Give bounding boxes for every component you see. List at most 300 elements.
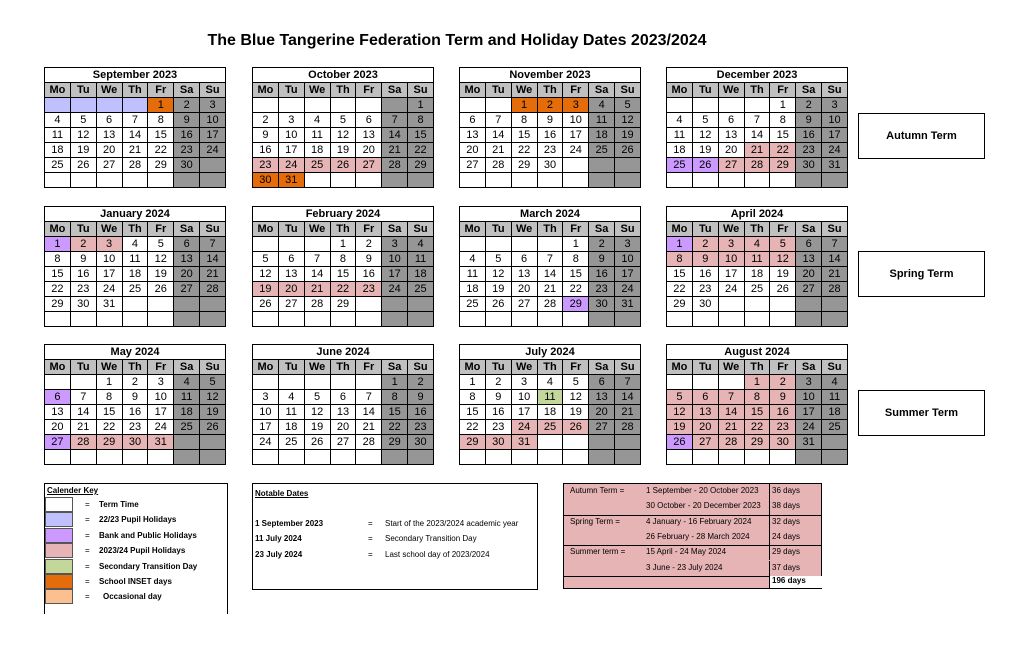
weekday-header: Sa: [589, 83, 615, 98]
day-cell: 27: [718, 158, 744, 173]
day-cell: [822, 435, 848, 450]
day-cell: 29: [667, 297, 693, 312]
day-cell: 5: [148, 237, 174, 252]
day-cell: 21: [200, 267, 226, 282]
day-cell: [537, 450, 563, 465]
weekday-header: Su: [200, 83, 226, 98]
day-cell: 24: [382, 282, 408, 297]
day-cell: 6: [589, 375, 615, 390]
day-cell: 13: [278, 267, 304, 282]
weekday-header: We: [304, 360, 330, 375]
day-cell: 18: [589, 128, 615, 143]
day-cell: 23: [770, 420, 796, 435]
day-cell: 2: [253, 113, 279, 128]
day-cell: 18: [822, 405, 848, 420]
day-cell: 20: [460, 143, 486, 158]
weekday-header: Su: [822, 222, 848, 237]
day-cell: 10: [253, 405, 279, 420]
day-cell: 6: [330, 390, 356, 405]
day-cell: [744, 312, 770, 327]
weekday-header: Th: [330, 83, 356, 98]
day-cell: 3: [563, 98, 589, 113]
day-cell: 5: [770, 237, 796, 252]
day-cell: 27: [692, 435, 718, 450]
key-item: [45, 497, 227, 512]
day-cell: [70, 173, 96, 188]
day-cell: 25: [45, 158, 71, 173]
day-cell: 13: [96, 128, 122, 143]
day-cell: 28: [304, 297, 330, 312]
day-cell: 9: [692, 252, 718, 267]
day-cell: 26: [330, 158, 356, 173]
day-cell: 15: [744, 405, 770, 420]
day-cell: [45, 312, 71, 327]
weekday-header: Tu: [692, 222, 718, 237]
day-cell: 4: [408, 237, 434, 252]
summary-name: Autumn Term =: [570, 486, 625, 495]
day-cell: 4: [278, 390, 304, 405]
day-cell: 16: [408, 405, 434, 420]
day-cell: 20: [330, 420, 356, 435]
day-cell: 8: [382, 390, 408, 405]
day-cell: [537, 312, 563, 327]
day-cell: [96, 312, 122, 327]
day-cell: 26: [770, 282, 796, 297]
day-cell: 4: [45, 113, 71, 128]
day-cell: 1: [408, 98, 434, 113]
day-cell: 14: [382, 128, 408, 143]
day-cell: [45, 375, 71, 390]
day-cell: 10: [96, 252, 122, 267]
day-cell: 18: [744, 267, 770, 282]
day-cell: 5: [330, 113, 356, 128]
day-cell: [96, 98, 122, 113]
day-cell: 4: [304, 113, 330, 128]
day-cell: 27: [589, 420, 615, 435]
day-cell: [278, 375, 304, 390]
day-cell: 21: [356, 420, 382, 435]
day-cell: 14: [304, 267, 330, 282]
day-cell: [537, 435, 563, 450]
day-cell: 31: [822, 158, 848, 173]
day-cell: 8: [96, 390, 122, 405]
month-name: December 2023: [667, 68, 848, 83]
month-calendar: [459, 344, 641, 465]
day-cell: 10: [148, 390, 174, 405]
month-calendar: [44, 67, 226, 188]
day-cell: 13: [589, 390, 615, 405]
day-cell: 22: [770, 143, 796, 158]
day-cell: [304, 173, 330, 188]
day-cell: 3: [148, 375, 174, 390]
day-cell: 7: [382, 113, 408, 128]
notable-desc: Last school day of 2023/2024: [385, 550, 490, 559]
day-cell: 17: [718, 267, 744, 282]
day-cell: 22: [563, 282, 589, 297]
day-cell: 24: [148, 420, 174, 435]
day-cell: 30: [122, 435, 148, 450]
day-cell: 3: [796, 375, 822, 390]
day-cell: 23: [537, 143, 563, 158]
day-cell: [460, 98, 486, 113]
weekday-header: Sa: [796, 360, 822, 375]
day-cell: 5: [253, 252, 279, 267]
notable-item: [255, 519, 537, 531]
day-cell: 28: [70, 435, 96, 450]
day-cell: 29: [460, 435, 486, 450]
day-cell: 6: [796, 237, 822, 252]
weekday-header: We: [304, 83, 330, 98]
day-cell: [356, 450, 382, 465]
day-cell: 2: [537, 98, 563, 113]
day-cell: 25: [408, 282, 434, 297]
day-cell: 11: [304, 128, 330, 143]
summary-days: 38 days: [769, 499, 822, 514]
page-title: The Blue Tangerine Federation Term and Holiday Dates 2023/2024: [207, 32, 707, 49]
calendar-key: [44, 483, 228, 614]
notable-eq: =: [368, 534, 373, 543]
day-cell: 13: [174, 252, 200, 267]
day-cell: 30: [537, 158, 563, 173]
day-cell: 28: [718, 435, 744, 450]
day-cell: 8: [45, 252, 71, 267]
day-cell: 13: [796, 252, 822, 267]
summary-range: 15 April - 24 May 2024: [646, 547, 727, 557]
day-cell: 21: [304, 282, 330, 297]
summary-days: 37 days: [769, 561, 822, 576]
day-cell: 27: [96, 158, 122, 173]
day-cell: 2: [589, 237, 615, 252]
weekday-header: We: [511, 222, 537, 237]
day-cell: 24: [563, 143, 589, 158]
day-cell: [718, 312, 744, 327]
day-cell: 25: [174, 420, 200, 435]
day-cell: 13: [460, 128, 486, 143]
day-cell: 14: [122, 128, 148, 143]
day-cell: 5: [70, 113, 96, 128]
day-cell: 8: [148, 113, 174, 128]
day-cell: 24: [511, 420, 537, 435]
day-cell: 10: [615, 252, 641, 267]
day-cell: [770, 173, 796, 188]
day-cell: [45, 450, 71, 465]
day-cell: 11: [278, 405, 304, 420]
day-cell: 24: [278, 158, 304, 173]
month-name: March 2024: [460, 207, 641, 222]
day-cell: 9: [174, 113, 200, 128]
day-cell: 26: [253, 297, 279, 312]
day-cell: 6: [278, 252, 304, 267]
weekday-header: We: [511, 360, 537, 375]
day-cell: [485, 450, 511, 465]
day-cell: 4: [822, 375, 848, 390]
day-cell: 14: [70, 405, 96, 420]
day-cell: 12: [615, 113, 641, 128]
day-cell: [796, 450, 822, 465]
day-cell: 7: [718, 390, 744, 405]
day-cell: [253, 450, 279, 465]
day-cell: [770, 450, 796, 465]
day-cell: [667, 375, 693, 390]
day-cell: 15: [148, 128, 174, 143]
day-cell: 7: [615, 375, 641, 390]
day-cell: 11: [408, 252, 434, 267]
key-label: Secondary Transition Day: [99, 561, 198, 571]
weekday-header: Th: [744, 360, 770, 375]
weekday-header: Su: [615, 360, 641, 375]
day-cell: [122, 173, 148, 188]
day-cell: 24: [96, 282, 122, 297]
day-cell: 15: [96, 405, 122, 420]
day-cell: [822, 450, 848, 465]
day-cell: 17: [96, 267, 122, 282]
day-cell: 1: [382, 375, 408, 390]
day-cell: 30: [253, 173, 279, 188]
day-cell: 8: [563, 252, 589, 267]
key-item: [45, 559, 227, 574]
day-cell: 2: [122, 375, 148, 390]
weekday-header: We: [96, 83, 122, 98]
weekday-header: Tu: [692, 83, 718, 98]
weekday-header: Fr: [563, 360, 589, 375]
day-cell: 17: [511, 405, 537, 420]
day-cell: 15: [770, 128, 796, 143]
day-cell: [304, 312, 330, 327]
day-cell: 29: [563, 297, 589, 312]
day-cell: [615, 435, 641, 450]
day-cell: 3: [511, 375, 537, 390]
day-cell: 23: [485, 420, 511, 435]
day-cell: [589, 312, 615, 327]
day-cell: 27: [278, 297, 304, 312]
day-cell: 8: [667, 252, 693, 267]
weekday-header: Fr: [770, 360, 796, 375]
day-cell: 7: [122, 113, 148, 128]
day-cell: 20: [796, 267, 822, 282]
month-name: May 2024: [45, 345, 226, 360]
day-cell: 25: [667, 158, 693, 173]
weekday-header: Su: [615, 222, 641, 237]
term-summary: [563, 483, 822, 589]
summary-range: 4 January - 16 February 2024: [646, 516, 752, 526]
day-cell: 5: [667, 390, 693, 405]
day-cell: 13: [692, 405, 718, 420]
weekday-header: Su: [408, 222, 434, 237]
day-cell: 16: [537, 128, 563, 143]
day-cell: 20: [45, 420, 71, 435]
weekday-header: Sa: [382, 83, 408, 98]
month-calendar: [459, 67, 641, 188]
notable-date: 11 July 2024: [255, 534, 302, 543]
weekday-header: Su: [615, 83, 641, 98]
day-cell: 8: [770, 113, 796, 128]
day-cell: 29: [511, 158, 537, 173]
day-cell: [382, 312, 408, 327]
day-cell: 14: [822, 252, 848, 267]
day-cell: 23: [174, 143, 200, 158]
day-cell: [796, 173, 822, 188]
day-cell: 12: [148, 252, 174, 267]
key-swatch: [45, 559, 73, 574]
weekday-header: Fr: [356, 222, 382, 237]
day-cell: 9: [589, 252, 615, 267]
day-cell: 1: [511, 98, 537, 113]
notable-desc: Secondary Transition Day: [385, 534, 477, 543]
day-cell: [589, 435, 615, 450]
day-cell: [330, 450, 356, 465]
day-cell: [70, 98, 96, 113]
day-cell: 1: [148, 98, 174, 113]
day-cell: 9: [537, 113, 563, 128]
day-cell: 10: [718, 252, 744, 267]
day-cell: 17: [278, 143, 304, 158]
day-cell: 14: [485, 128, 511, 143]
weekday-header: We: [718, 83, 744, 98]
day-cell: 19: [692, 143, 718, 158]
day-cell: 8: [330, 252, 356, 267]
day-cell: 17: [253, 420, 279, 435]
weekday-header: We: [718, 222, 744, 237]
day-cell: 16: [253, 143, 279, 158]
day-cell: 20: [589, 405, 615, 420]
day-cell: [304, 375, 330, 390]
day-cell: 25: [822, 420, 848, 435]
day-cell: [589, 158, 615, 173]
key-swatch: [45, 512, 73, 527]
day-cell: 29: [45, 297, 71, 312]
weekday-header: Th: [330, 222, 356, 237]
day-cell: 5: [563, 375, 589, 390]
day-cell: 25: [278, 435, 304, 450]
day-cell: [253, 375, 279, 390]
day-cell: 11: [122, 252, 148, 267]
month-calendar: [252, 67, 434, 188]
weekday-header: Sa: [174, 222, 200, 237]
day-cell: [174, 450, 200, 465]
notable-date: 23 July 2024: [255, 550, 303, 559]
day-cell: 27: [356, 158, 382, 173]
day-cell: 9: [796, 113, 822, 128]
day-cell: 22: [460, 420, 486, 435]
weekday-header: Mo: [253, 83, 279, 98]
day-cell: 23: [122, 420, 148, 435]
day-cell: [148, 173, 174, 188]
day-cell: 6: [174, 237, 200, 252]
weekday-header: Th: [330, 360, 356, 375]
day-cell: 16: [70, 267, 96, 282]
day-cell: [718, 98, 744, 113]
day-cell: [460, 237, 486, 252]
day-cell: [511, 312, 537, 327]
day-cell: [822, 173, 848, 188]
day-cell: 17: [796, 405, 822, 420]
day-cell: 6: [511, 252, 537, 267]
day-cell: [330, 375, 356, 390]
key-equals: =: [85, 577, 90, 586]
notable-item: [255, 550, 537, 562]
weekday-header: Su: [200, 360, 226, 375]
day-cell: 3: [278, 113, 304, 128]
day-cell: 24: [615, 282, 641, 297]
day-cell: 28: [537, 297, 563, 312]
weekday-header: Th: [744, 222, 770, 237]
day-cell: 31: [796, 435, 822, 450]
day-cell: 8: [744, 390, 770, 405]
day-cell: 23: [589, 282, 615, 297]
day-cell: 28: [122, 158, 148, 173]
day-cell: 15: [667, 267, 693, 282]
day-cell: 19: [667, 420, 693, 435]
month-name: September 2023: [45, 68, 226, 83]
day-cell: 22: [45, 282, 71, 297]
key-label: Occasional day: [103, 592, 162, 602]
day-cell: [96, 450, 122, 465]
day-cell: [822, 297, 848, 312]
key-item: [45, 528, 227, 543]
day-cell: 21: [70, 420, 96, 435]
day-cell: 24: [253, 435, 279, 450]
weekday-header: Mo: [460, 360, 486, 375]
day-cell: 9: [408, 390, 434, 405]
weekday-header: Su: [408, 83, 434, 98]
weekday-header: Th: [122, 83, 148, 98]
weekday-header: Tu: [70, 83, 96, 98]
day-cell: 4: [744, 237, 770, 252]
day-cell: [408, 312, 434, 327]
day-cell: [304, 237, 330, 252]
day-cell: 11: [174, 390, 200, 405]
weekday-header: Tu: [70, 360, 96, 375]
day-cell: 21: [718, 420, 744, 435]
day-cell: 23: [356, 282, 382, 297]
day-cell: [304, 98, 330, 113]
day-cell: [563, 435, 589, 450]
day-cell: 4: [460, 252, 486, 267]
day-cell: 21: [382, 143, 408, 158]
notable-eq: =: [368, 550, 373, 559]
weekday-header: Sa: [382, 222, 408, 237]
day-cell: [485, 173, 511, 188]
month-calendar: [666, 344, 848, 465]
weekday-header: We: [304, 222, 330, 237]
weekday-header: Su: [200, 222, 226, 237]
month-calendar: [666, 206, 848, 327]
day-cell: [485, 237, 511, 252]
day-cell: [174, 297, 200, 312]
day-cell: 25: [460, 297, 486, 312]
day-cell: [70, 312, 96, 327]
day-cell: 19: [563, 405, 589, 420]
day-cell: 6: [718, 113, 744, 128]
day-cell: [45, 173, 71, 188]
notable-date: 1 September 2023: [255, 519, 324, 528]
day-cell: 6: [45, 390, 71, 405]
day-cell: [356, 98, 382, 113]
day-cell: 23: [253, 158, 279, 173]
weekday-header: Mo: [253, 360, 279, 375]
weekday-header: We: [511, 83, 537, 98]
day-cell: 10: [382, 252, 408, 267]
day-cell: 30: [174, 158, 200, 173]
weekday-header: Fr: [770, 222, 796, 237]
day-cell: [70, 375, 96, 390]
weekday-header: Mo: [667, 83, 693, 98]
day-cell: [692, 312, 718, 327]
day-cell: 2: [70, 237, 96, 252]
day-cell: 29: [408, 158, 434, 173]
weekday-header: Tu: [278, 222, 304, 237]
day-cell: 4: [589, 98, 615, 113]
